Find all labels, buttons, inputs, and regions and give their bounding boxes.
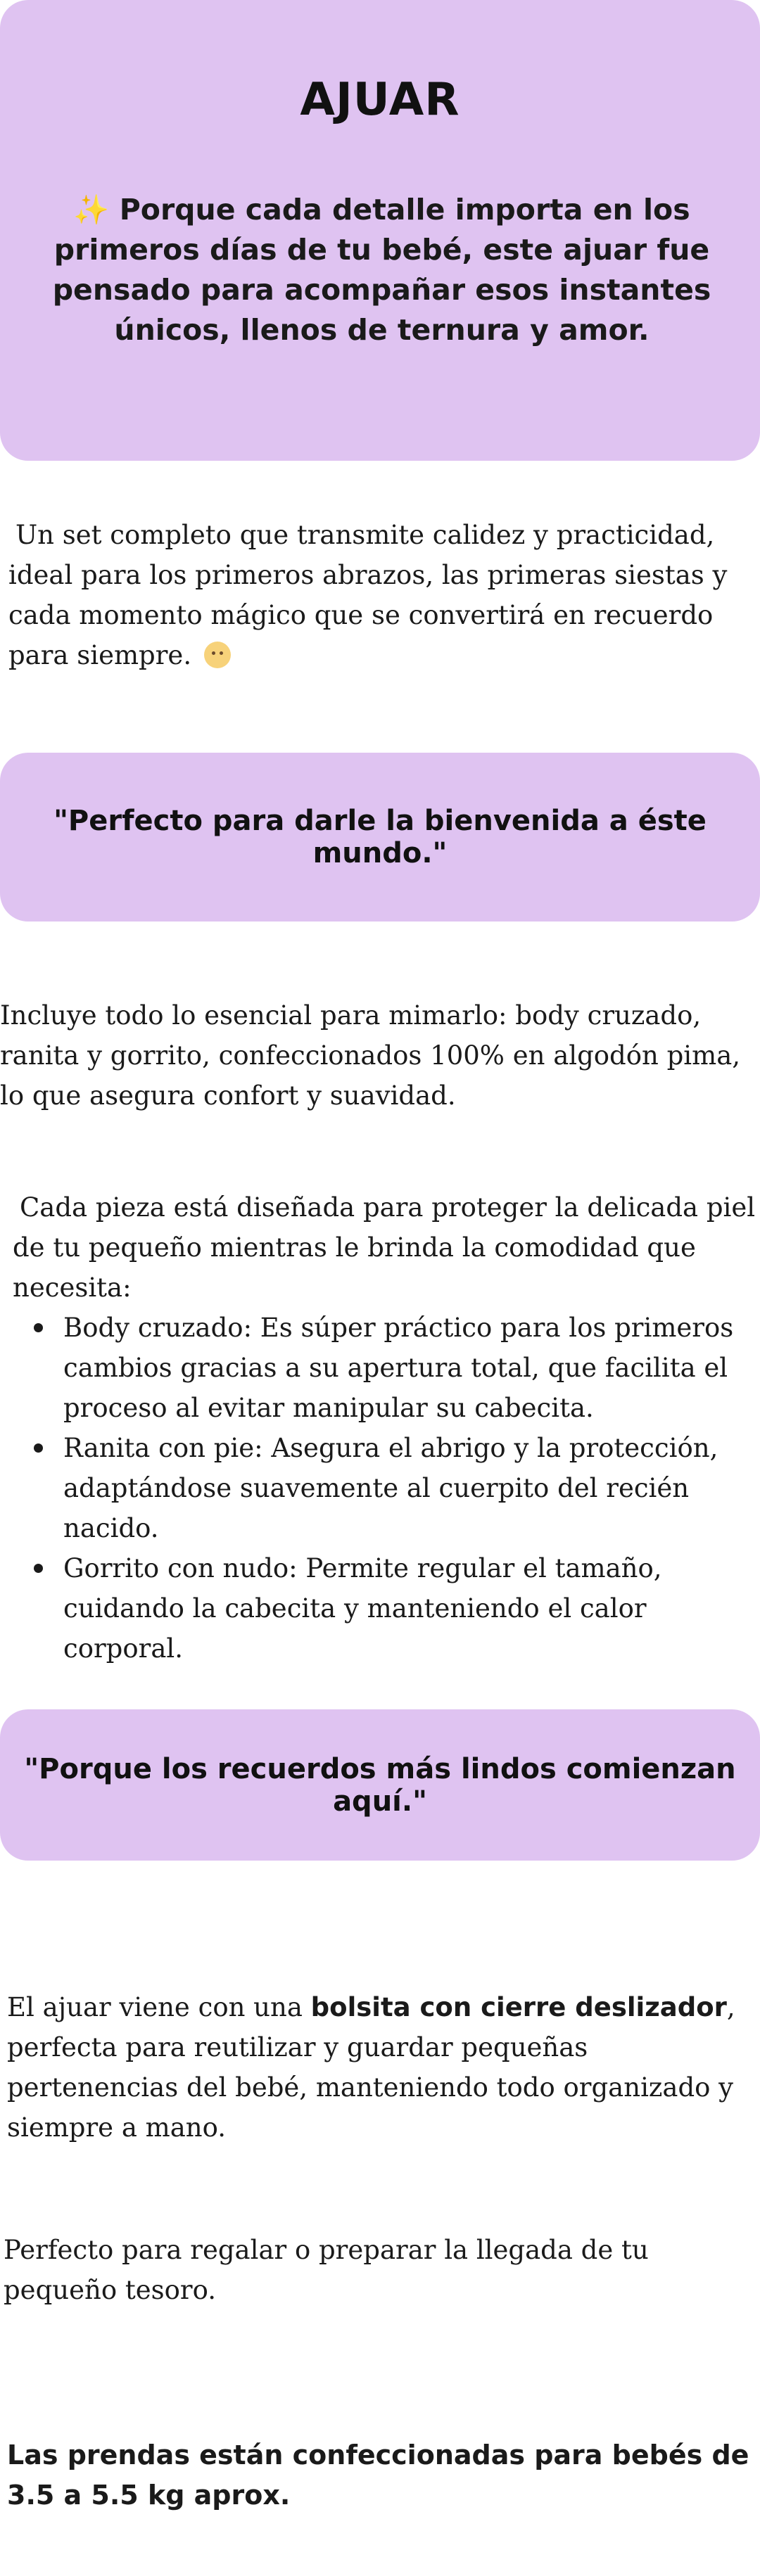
hero-panel xyxy=(0,0,760,461)
page-title: AJUAR xyxy=(300,74,460,126)
pieces-section xyxy=(13,1187,760,1669)
sparkle-icon: ✨ xyxy=(73,193,110,227)
hero-description: Porque cada detalle importa en los primeros días de tu bebé, este ajuar fue pensado para acompañar esos instantes únicos, llenos de ternura y amor. xyxy=(52,193,711,347)
quote-memories: "Porque los recuerdos más lindos comienzan aquí." xyxy=(24,1752,736,1818)
list-item-body: Body cruzado: Es súper práctico para los primeros cambios gracias a su apertura total, que facilita el proceso al evitar manipular su cabecita. xyxy=(13,1308,760,1428)
gift-paragraph: Perfecto para regalar o preparar la llegada de tu pequeño tesoro. xyxy=(4,2235,649,2305)
intro-paragraph xyxy=(8,515,760,675)
baby-face-icon xyxy=(204,642,231,668)
pieces-intro: Cada pieza está diseñada para proteger la delicada piel de tu pequeño mientras le brinda la comodidad que necesita: xyxy=(13,1192,756,1303)
hero-text xyxy=(21,190,742,350)
feature-list xyxy=(13,1308,760,1669)
quote-panel-welcome xyxy=(0,753,760,922)
intro-text: Un set completo que transmite calidez y practicidad, ideal para los primeros abrazos, las primeras siestas y cada momento mágico que se convertirá en recuerdo para siempre. xyxy=(8,520,728,670)
includes-paragraph: Incluye todo lo esencial para mimarlo: body cruzado, ranita y gorrito, confeccionados 100% en algodón pima, lo que asegura confort y suavidad. xyxy=(0,1000,741,1111)
bag-text-end: , perfecta para reutilizar y guardar pequeñas pertenencias del bebé, manteniendo todo organizado y siempre a mano. xyxy=(7,1992,735,2143)
bag-paragraph xyxy=(7,1987,753,2148)
quote-welcome: "Perfecto para darle la bienvenida a éste mundo." xyxy=(53,805,707,869)
bag-highlight: bolsita con cierre deslizador xyxy=(310,1992,727,2022)
sizes-note: Las prendas están confeccionadas para bebés de 3.5 a 5.5 kg aprox. xyxy=(7,2440,749,2511)
list-item-ranita: Ranita con pie: Asegura el abrigo y la protección, adaptándose suavemente al cuerpito del recién nacido. xyxy=(13,1428,760,1548)
quote-panel-memories xyxy=(0,1709,760,1861)
list-item-gorrito: Gorrito con nudo: Permite regular el tamaño, cuidando la cabecita y manteniendo el calor corporal. xyxy=(13,1548,760,1669)
bag-text-start: El ajuar viene con una xyxy=(7,1992,311,2022)
